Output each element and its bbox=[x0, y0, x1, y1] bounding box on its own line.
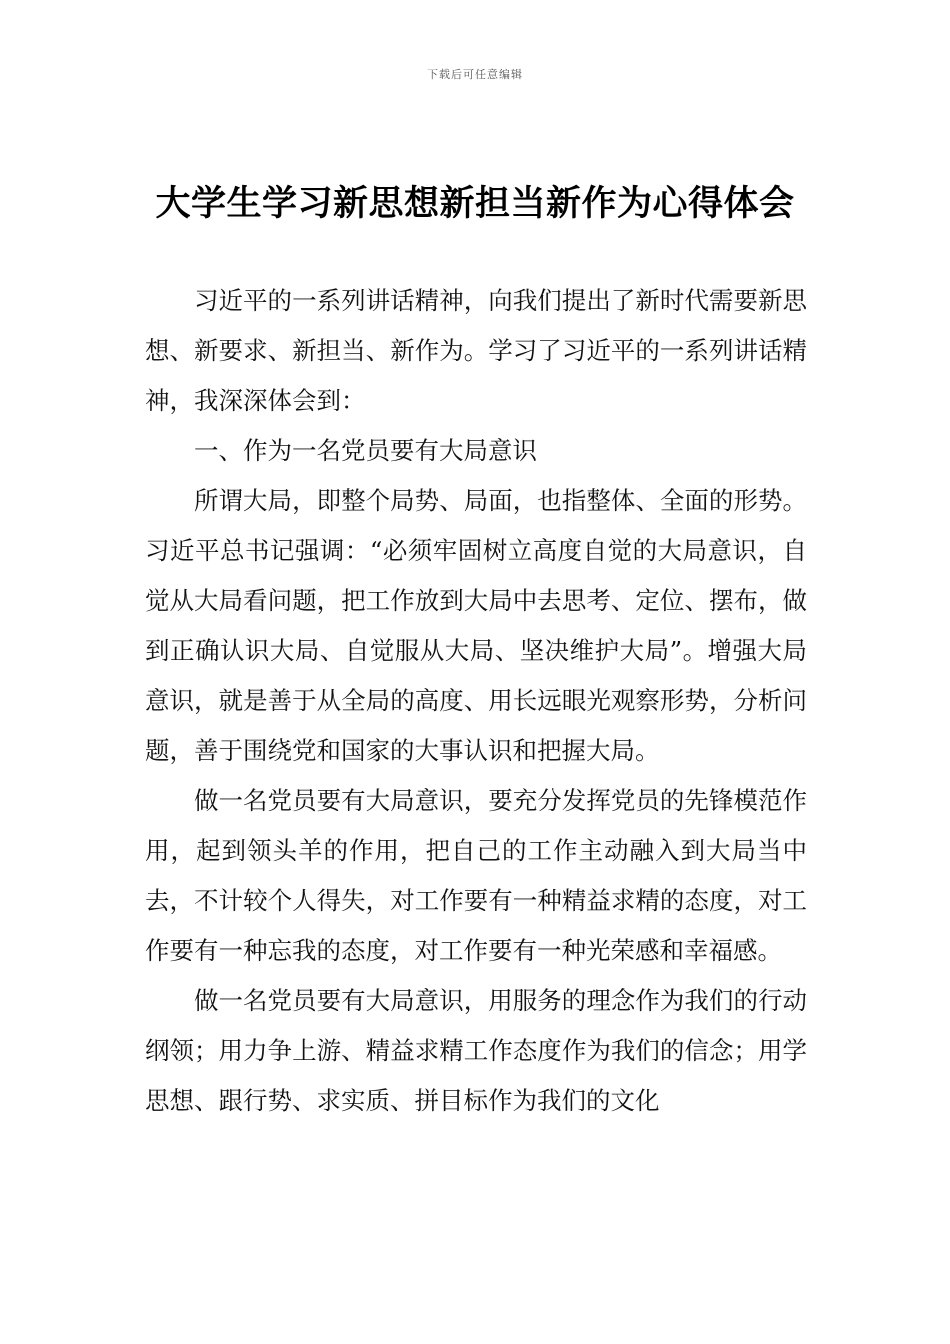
paragraph-service-concept: 做一名党员要有大局意识，用服务的理念作为我们的行动纲领；用力争上游、精益求精工作态度作为我们的信念；用学思想、跟行势、求实质、拼目标作为我们的文化 bbox=[145, 986, 807, 1115]
paragraph-overall-situation: 所谓大局，即整个局势、局面，也指整体、全面的形势。习近平总书记强调：“必须牢固树立高度自觉的大局意识，自觉从大局看问题，把工作放到大局中去思考、定位、摆布，做到正确认识大局、自觉服从大局、坚决维护大局”。增强大局意识，就是善于从全局的高度、用长远眼光观察形势，分析问题，善于围绕党和国家的大事认识和把握大局。 bbox=[145, 486, 807, 765]
document-title: 大学生学习新思想新担当新作为心得体会 bbox=[155, 183, 795, 224]
page-header-note: 下载后可任意编辑 bbox=[427, 68, 523, 81]
section-heading: 一、作为一名党员要有大局意识 bbox=[194, 436, 537, 465]
document-body bbox=[145, 276, 807, 1126]
paragraph-intro: 习近平的一系列讲话精神，向我们提出了新时代需要新思想、新要求、新担当、新作为。学习了习近平的一系列讲话精神，我深深体会到： bbox=[145, 286, 807, 415]
paragraph-vanguard-role: 做一名党员要有大局意识，要充分发挥党员的先锋模范作用，起到领头羊的作用，把自己的工作主动融入到大局当中去，不计较个人得失，对工作要有一种精益求精的态度，对工作要有一种忘我的态度，对工作要有一种光荣感和幸福感。 bbox=[145, 786, 807, 965]
